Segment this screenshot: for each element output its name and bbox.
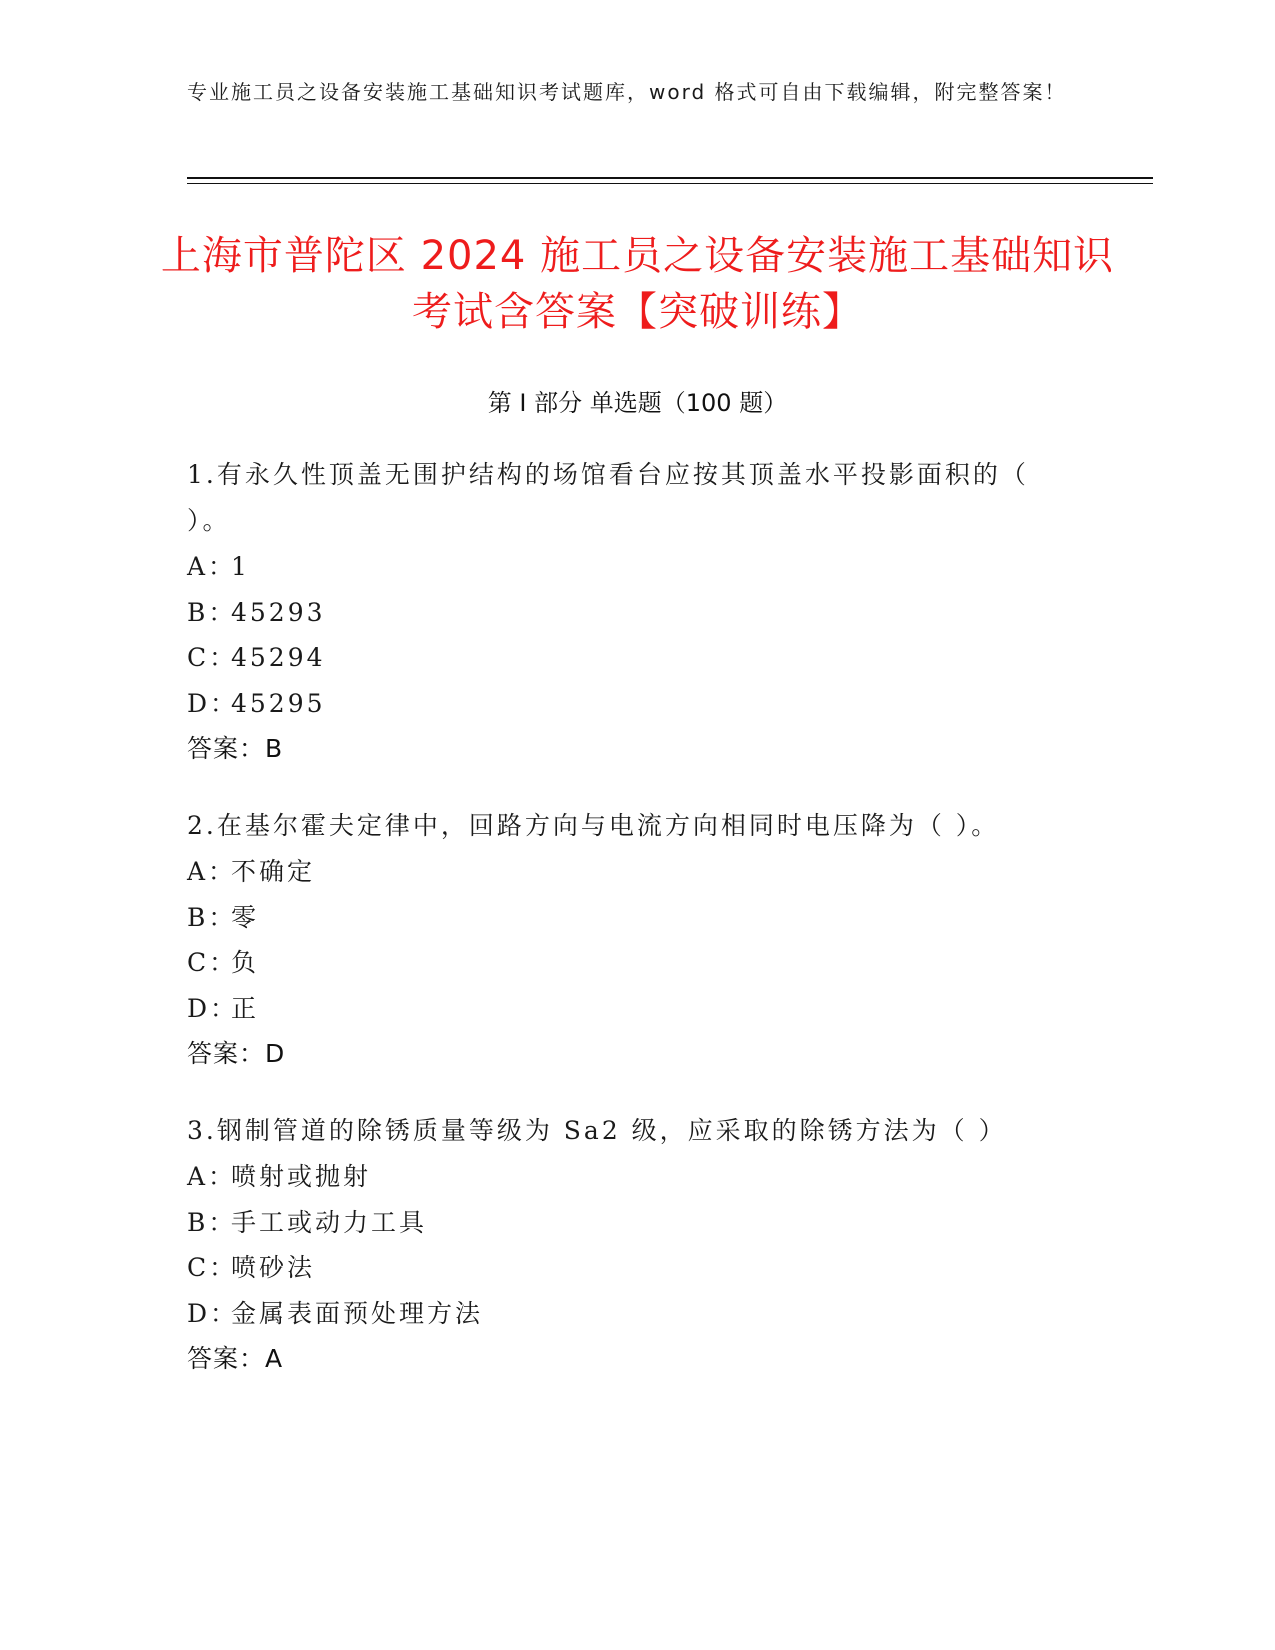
question-text: 1.有永久性顶盖无围护结构的场馆看台应按其顶盖水平投影面积的（ ）。 — [187, 460, 1029, 535]
question-text: 2.在基尔霍夫定律中，回路方向与电流方向相同时电压降为（ ）。 — [187, 811, 1000, 840]
option-key: D： — [187, 993, 239, 1023]
option-c — [187, 940, 1067, 986]
option-value: 不确定 — [231, 857, 316, 886]
option-key: A： — [187, 1162, 237, 1191]
option-c — [187, 1245, 1067, 1291]
option-value: 45295 — [231, 688, 326, 718]
option-value: 喷砂法 — [231, 1253, 316, 1282]
option-a — [187, 849, 1067, 895]
option-value: 45293 — [231, 597, 326, 627]
option-a — [187, 544, 1067, 590]
option-key: B： — [187, 902, 237, 932]
option-value: 负 — [231, 948, 260, 977]
option-key: B： — [187, 597, 237, 627]
section-heading: 第 I 部分 单选题（100 题） — [487, 389, 788, 417]
option-value: 45294 — [231, 643, 326, 672]
option-key: C： — [187, 643, 238, 672]
option-c — [187, 635, 1067, 681]
option-d — [187, 681, 1067, 727]
option-key: A： — [187, 552, 237, 581]
question-3 — [187, 1108, 1067, 1382]
option-d — [187, 1291, 1067, 1337]
question-text: 3.钢制管道的除锈质量等级为 Sa2 级，应采取的除锈方法为（ ） — [187, 1116, 1007, 1145]
option-key: B： — [187, 1207, 237, 1237]
header-note: 专业施工员之设备安装施工基础知识考试题库，word 格式可自由下载编辑，附完整答案！ — [187, 80, 1067, 104]
question-1 — [187, 452, 1067, 772]
option-key: D： — [187, 1298, 239, 1328]
document-title: 上海市普陀区 2024 施工员之设备安装施工基础知识考试含答案【突破训练】 — [160, 233, 1115, 335]
answer: 答案：A — [187, 1344, 284, 1373]
option-value: 正 — [231, 993, 260, 1023]
option-b — [187, 895, 1067, 941]
option-b — [187, 590, 1067, 636]
question-2 — [187, 803, 1067, 1077]
option-value: 喷射或抛射 — [231, 1162, 372, 1191]
answer: 答案：B — [187, 734, 284, 763]
option-key: D： — [187, 688, 239, 718]
option-key: A： — [187, 857, 237, 886]
header-divider-thick — [187, 177, 1153, 179]
option-value: 零 — [231, 902, 260, 932]
option-value: 手工或动力工具 — [231, 1207, 428, 1237]
header-divider-thin — [187, 183, 1153, 184]
option-a — [187, 1154, 1067, 1200]
option-value: 金属表面预处理方法 — [231, 1298, 484, 1328]
option-key: C： — [187, 948, 238, 977]
option-value: 1 — [231, 552, 250, 581]
option-key: C： — [187, 1253, 238, 1282]
option-b — [187, 1200, 1067, 1246]
answer: 答案：D — [187, 1039, 286, 1068]
option-d — [187, 986, 1067, 1032]
